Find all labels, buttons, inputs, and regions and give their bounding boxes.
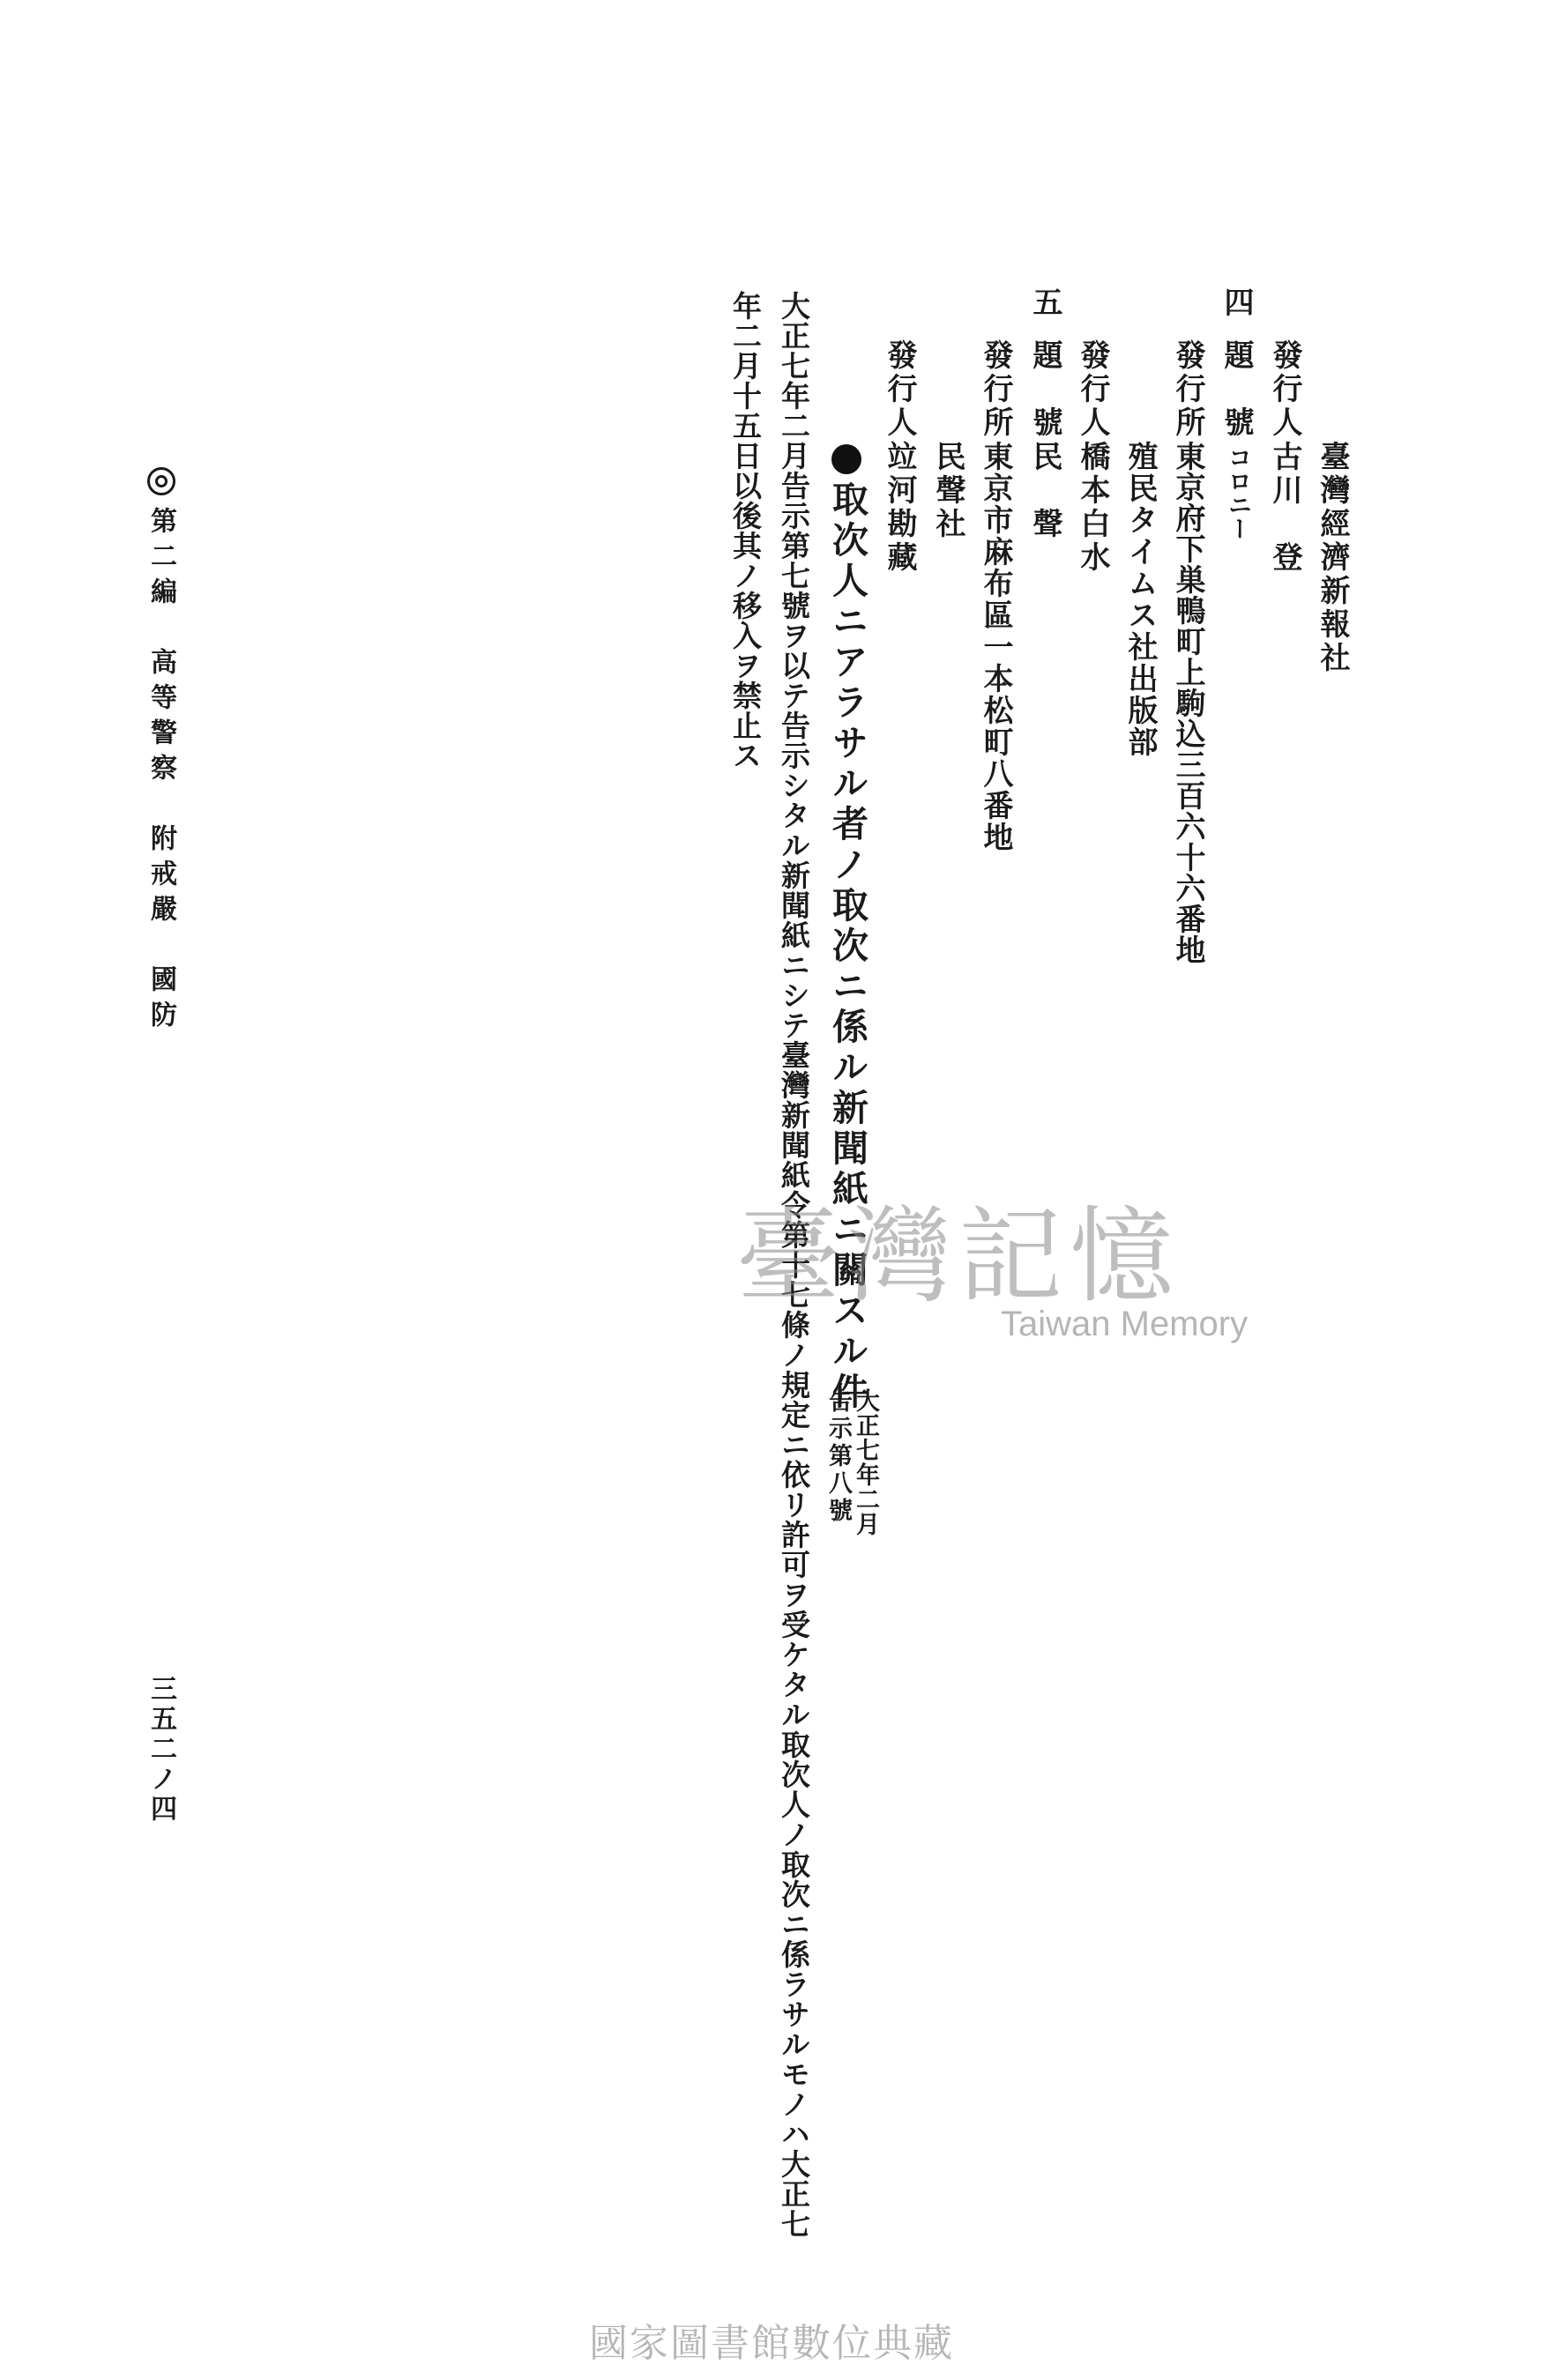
watermark-cjk-text: 臺灣記憶	[736, 1195, 1181, 1317]
issuer-address-5: 東京市麻布區一本松町八番地	[978, 441, 1013, 853]
taiwan-memory-watermark	[736, 1172, 1265, 1375]
notice-body-line-2: 年二月十五日以後其ノ移入ヲ禁止ス	[728, 291, 763, 770]
publisher-name-4a: 古川 登	[1267, 441, 1302, 575]
library-collection-footer: 國家圖書館數位典藏	[589, 2321, 954, 2366]
running-head: 第二編 高等警察 附戒嚴 國防	[145, 507, 176, 1036]
notice-body-line-1: 大正七年二月告示第七號ヲ以テ告示シタル新聞紙ニシテ臺灣新聞紙令第十七條ノ規定ニ依リ許可ヲ受ケタル取次人ノ取次ニ係ラサルモノハ大正七	[777, 291, 811, 2239]
publisher-label-4b: 發行人	[1075, 339, 1110, 440]
notice-reference-date: 大正七年二月	[852, 1388, 879, 1536]
filled-circle-bullet	[831, 444, 861, 474]
page-number: 三五二ノ四	[145, 1675, 176, 1825]
issuer-label-5: 發行所	[978, 339, 1013, 440]
title-value-5: 民 聲	[1027, 441, 1062, 541]
double-circle-inner	[155, 475, 168, 487]
title-label-5: 題 號	[1027, 339, 1062, 440]
double-circle-mark	[147, 467, 175, 495]
publisher-label-4a: 發行人	[1267, 339, 1302, 440]
title-value-4: コロニー	[1224, 445, 1251, 540]
item-number-4: 四	[1219, 286, 1254, 320]
issuer-name-4: 殖民タイムス社出版部	[1122, 441, 1158, 758]
publisher-name-5: 竝河勘藏	[882, 441, 917, 575]
publisher-name-4b: 橋本白水	[1075, 441, 1110, 575]
publisher-label-5: 發行人	[882, 339, 917, 440]
issuer-name-5: 民聲社	[930, 441, 965, 541]
watermark-english-text: Taiwan Memory	[1001, 1305, 1249, 1343]
issuer-address-4: 東京府下巣鴨町上駒込三百六十六番地	[1170, 441, 1205, 965]
issuer-label-4: 發行所	[1170, 339, 1205, 440]
notice-reference-number: 告示第八號	[824, 1388, 852, 1525]
notice-title: 取次人ニアラサル者ノ取次ニ係ル新聞紙ニ關スル件	[826, 480, 868, 1413]
item-number-5: 五	[1027, 286, 1062, 320]
title-label-4: 題 號	[1219, 339, 1254, 440]
publisher-company-name: 臺灣經濟新報社	[1315, 441, 1350, 675]
